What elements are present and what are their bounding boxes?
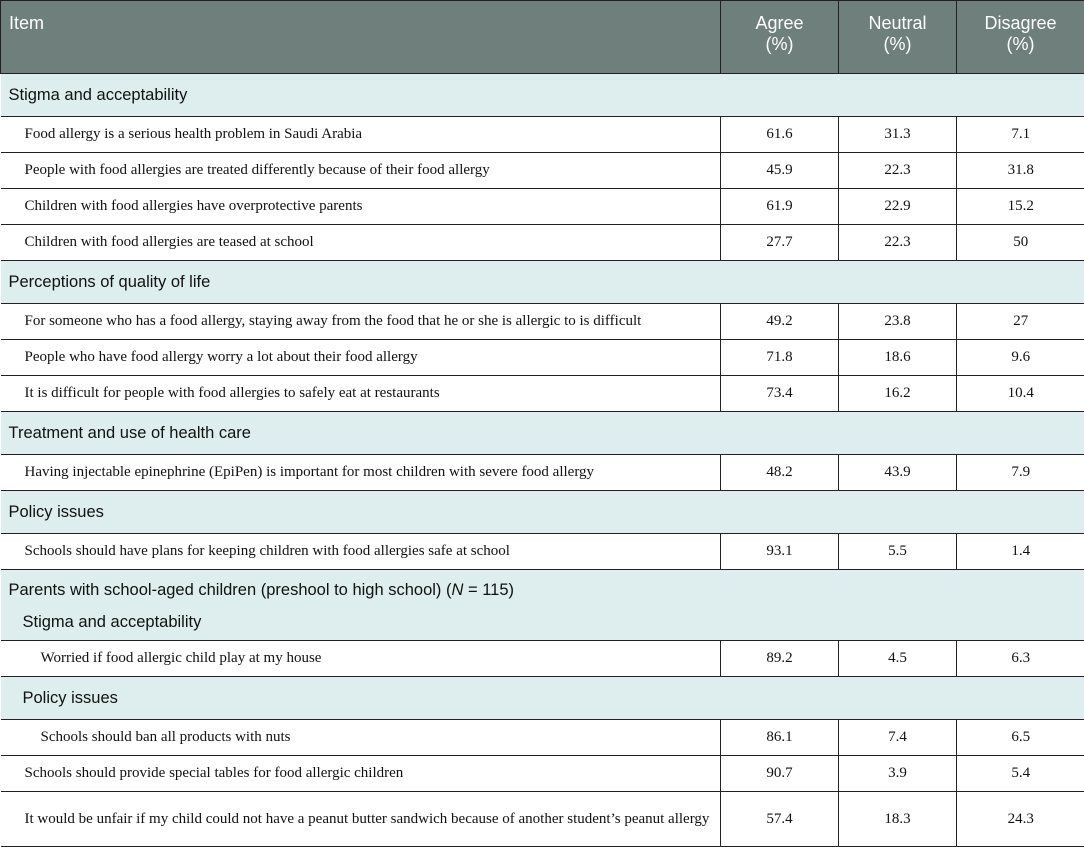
row-item: Schools should ban all products with nuts [1, 720, 721, 756]
subsection-row [1, 677, 1084, 720]
section-title-prefix: Parents with school-aged children (preshool to high school) ( [9, 581, 452, 599]
row-agree: 45.9 [721, 153, 839, 189]
table-row [1, 189, 1084, 225]
section-title-n: N [452, 581, 464, 599]
table-row [1, 340, 1084, 376]
row-disagree: 1.4 [957, 534, 1084, 570]
row-agree: 61.9 [721, 189, 839, 225]
table-row [1, 153, 1084, 189]
table-row [1, 225, 1084, 261]
header-neutral-label: Neutral [839, 13, 956, 34]
table-row [1, 792, 1084, 847]
row-disagree: 9.6 [957, 340, 1084, 376]
subsection-row [1, 611, 1084, 641]
row-disagree: 50 [957, 225, 1084, 261]
row-agree: 86.1 [721, 720, 839, 756]
row-disagree: 6.5 [957, 720, 1084, 756]
table-row [1, 641, 1084, 677]
header-disagree-label: Disagree [957, 13, 1084, 34]
row-neutral: 18.3 [839, 792, 957, 847]
row-item: Schools should have plans for keeping children with food allergies safe at school [1, 534, 721, 570]
row-disagree: 10.4 [957, 376, 1084, 412]
row-agree: 27.7 [721, 225, 839, 261]
subsection-title: Policy issues [1, 677, 1084, 720]
row-neutral: 22.9 [839, 189, 957, 225]
section-row [1, 491, 1084, 534]
row-item: Children with food allergies are teased at school [1, 225, 721, 261]
row-agree: 48.2 [721, 455, 839, 491]
table-row [1, 756, 1084, 792]
row-item: It would be unfair if my child could not have a peanut butter sandwich because of another student’s peanut allergy [1, 792, 721, 847]
row-disagree: 5.4 [957, 756, 1084, 792]
row-neutral: 7.4 [839, 720, 957, 756]
row-neutral: 22.3 [839, 225, 957, 261]
header-disagree-unit: (%) [957, 34, 1084, 55]
header-item: Item [1, 1, 721, 74]
section-title: Perceptions of quality of life [1, 261, 1084, 304]
section-row [1, 74, 1084, 117]
row-agree: 49.2 [721, 304, 839, 340]
row-agree: 73.4 [721, 376, 839, 412]
row-disagree: 15.2 [957, 189, 1084, 225]
row-item: Worried if food allergic child play at my house [1, 641, 721, 677]
row-item: Food allergy is a serious health problem in Saudi Arabia [1, 117, 721, 153]
row-item: Schools should provide special tables for food allergic children [1, 756, 721, 792]
row-disagree: 27 [957, 304, 1084, 340]
row-neutral: 43.9 [839, 455, 957, 491]
row-item: Children with food allergies have overprotective parents [1, 189, 721, 225]
table-row [1, 376, 1084, 412]
section-title: Policy issues [1, 491, 1084, 534]
row-agree: 89.2 [721, 641, 839, 677]
table-row [1, 534, 1084, 570]
header-disagree [957, 1, 1084, 74]
header-neutral [839, 1, 957, 74]
row-agree: 71.8 [721, 340, 839, 376]
row-agree: 61.6 [721, 117, 839, 153]
row-neutral: 3.9 [839, 756, 957, 792]
header-neutral-unit: (%) [839, 34, 956, 55]
row-disagree: 6.3 [957, 641, 1084, 677]
section-row [1, 261, 1084, 304]
section-row [1, 570, 1084, 611]
row-neutral: 4.5 [839, 641, 957, 677]
header-agree-unit: (%) [721, 34, 838, 55]
header-agree-label: Agree [721, 13, 838, 34]
header-agree [721, 1, 839, 74]
row-neutral: 23.8 [839, 304, 957, 340]
row-neutral: 22.3 [839, 153, 957, 189]
section-title-suffix: = 115) [463, 581, 514, 599]
row-disagree: 7.1 [957, 117, 1084, 153]
subsection-title: Stigma and acceptability [1, 611, 1084, 641]
row-item: Having injectable epinephrine (EpiPen) is important for most children with severe food allergy [1, 455, 721, 491]
row-agree: 93.1 [721, 534, 839, 570]
row-agree: 90.7 [721, 756, 839, 792]
row-neutral: 18.6 [839, 340, 957, 376]
row-item: For someone who has a food allergy, staying away from the food that he or she is allergic to is difficult [1, 304, 721, 340]
row-neutral: 5.5 [839, 534, 957, 570]
row-disagree: 24.3 [957, 792, 1084, 847]
section-row [1, 412, 1084, 455]
row-disagree: 7.9 [957, 455, 1084, 491]
table-row [1, 720, 1084, 756]
table-row [1, 117, 1084, 153]
header-row [1, 1, 1084, 74]
section-title: Stigma and acceptability [1, 74, 1084, 117]
table-row [1, 455, 1084, 491]
row-neutral: 31.3 [839, 117, 957, 153]
section-title: Treatment and use of health care [1, 412, 1084, 455]
table-row [1, 304, 1084, 340]
row-item: People with food allergies are treated differently because of their food allergy [1, 153, 721, 189]
section-title [1, 570, 1084, 611]
row-item: It is difficult for people with food allergies to safely eat at restaurants [1, 376, 721, 412]
row-item: People who have food allergy worry a lot about their food allergy [1, 340, 721, 376]
row-disagree: 31.8 [957, 153, 1084, 189]
row-neutral: 16.2 [839, 376, 957, 412]
row-agree: 57.4 [721, 792, 839, 847]
